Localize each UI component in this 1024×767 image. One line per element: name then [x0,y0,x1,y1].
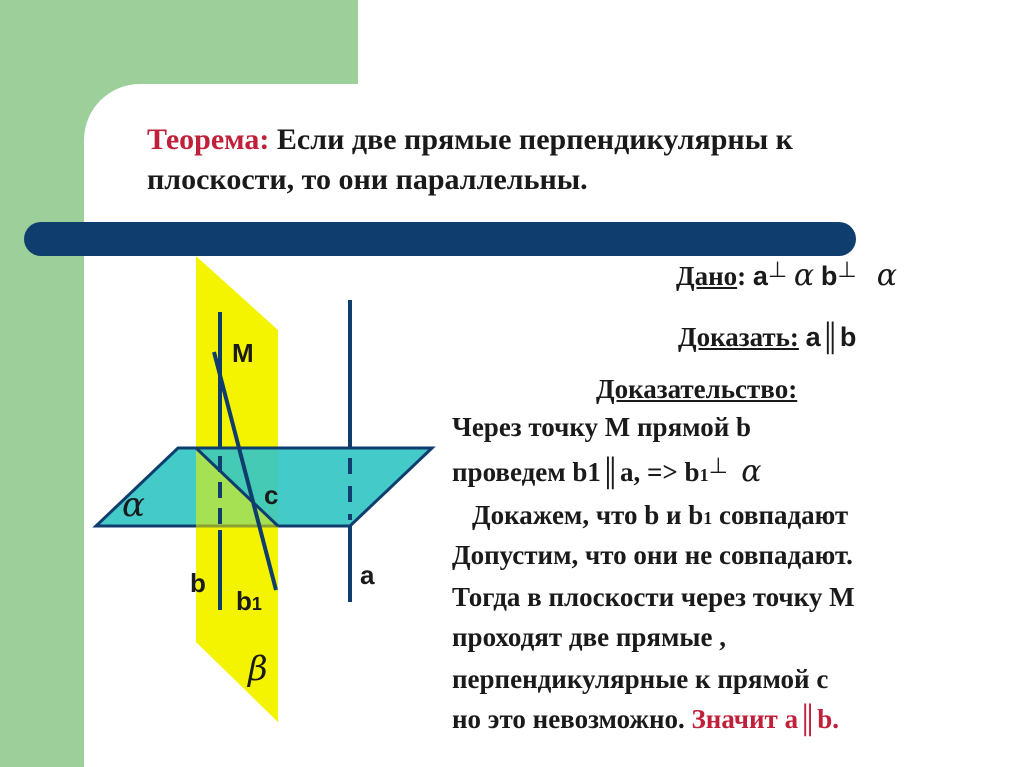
label-a: a [360,560,375,590]
given-a: a [752,261,768,291]
label-c: c [264,480,279,510]
proof-line-8-a: но это невозможно. [452,704,692,734]
label-b1-sub: 1 [251,594,262,614]
theorem-text-line1: Если две прямые перпендикулярны к [276,123,793,156]
theorem-text-line2: плоскости, то они параллельны. [147,163,588,196]
perp-icon: ⊥ [767,258,788,283]
proof-line-6: проходят две прямые , [452,622,726,652]
label-b: b [190,568,206,598]
given-colon: : [737,261,747,291]
proof-line-7: перпендикулярные к прямой с [452,664,829,694]
label-M: M [232,338,254,368]
proof-alpha: α [741,454,762,489]
proof-line-3-b: совпадают [712,500,849,530]
perp-icon: ⊥ [837,258,857,283]
proof-line-3-sub: 1 [703,508,713,528]
proof-line-1: Через точку М прямой b [452,412,752,442]
proof-line-2-sub: 1 [699,465,709,485]
proof-line-4: Допустим, что они не совпадают. [452,540,853,570]
proof-line-5: Тогда в плоскости через точку М [452,582,855,612]
perp-icon: ⊥ [708,454,728,479]
theorem-label: Теорема: [147,123,270,156]
prove-statement: a║b [805,322,857,352]
given-alpha-2: α [876,258,898,293]
proof-line-2-text: проведем b1║а, => b [452,457,700,487]
label-beta: β [248,649,268,689]
proof-line-3-a: Докажем, что b и b [472,500,704,530]
proof-conclusion: Значит а║b. [691,704,839,734]
prove-label: Доказать: [678,322,799,352]
proof-title: Доказательство: [596,374,798,404]
label-b1-main: b [236,586,252,616]
given-b: b [820,261,838,291]
given-alpha-1: α [793,258,815,293]
given-label: Дано [676,261,738,291]
label-alpha: α [122,485,145,525]
